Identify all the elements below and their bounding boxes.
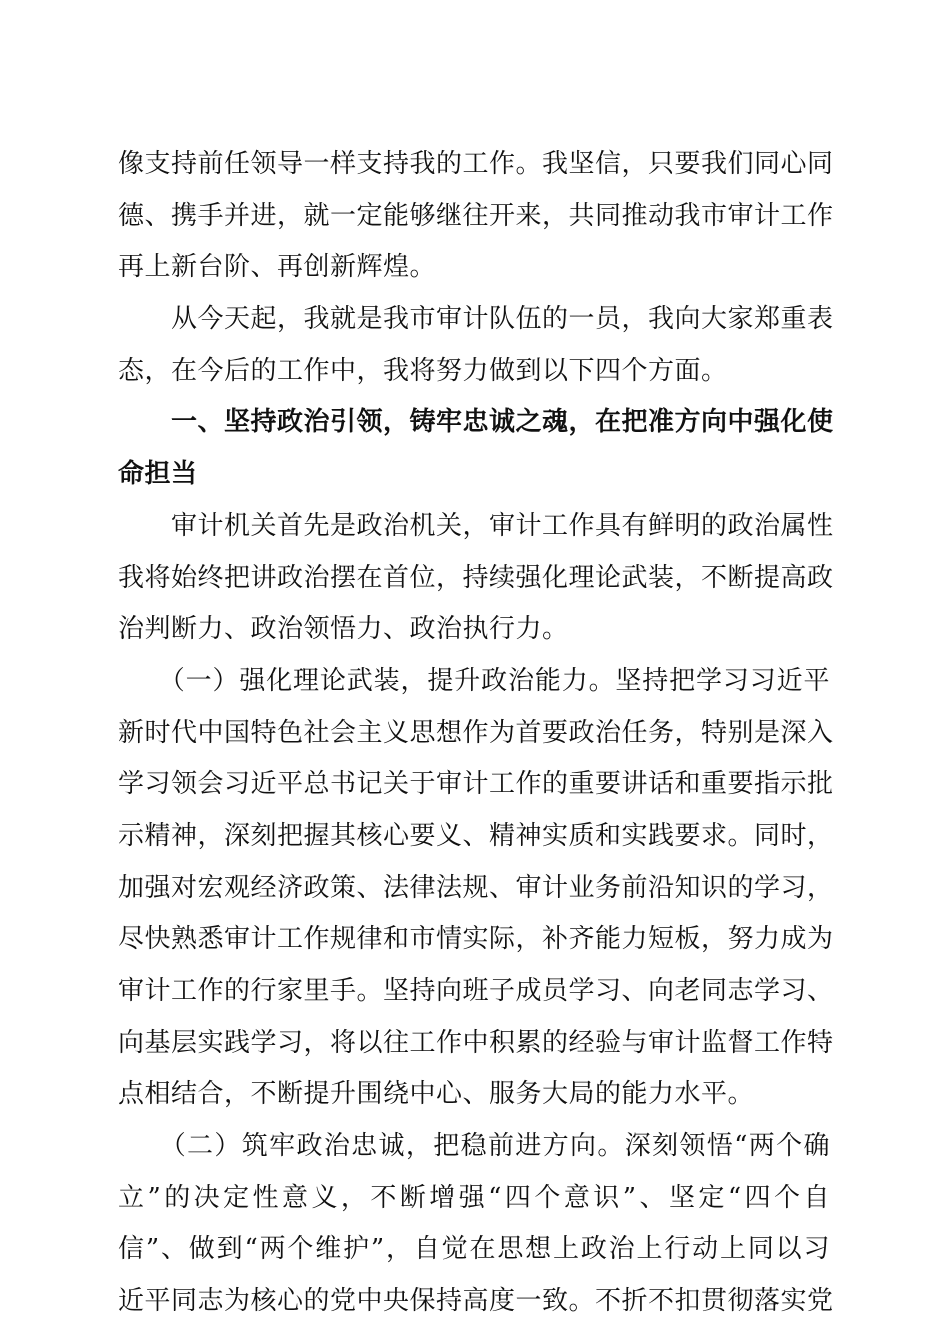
heading-line: 一、坚持政治引领，铸牢忠诚之魂，在把准方向中强化使 xyxy=(118,407,834,438)
text-line: 点相结合，不断提升围绕中心、服务大局的能力水平。 xyxy=(118,1079,755,1110)
text-line: 我将始终把讲政治摆在首位，持续强化理论武装，不断提高政 xyxy=(118,562,834,593)
text-line: 加强对宏观经济政策、法律法规、审计业务前沿知识的学习， xyxy=(118,872,834,903)
heading-line: 命担当 xyxy=(118,459,198,490)
paragraph xyxy=(118,501,834,656)
text-line: （二）筑牢政治忠诚，把稳前进方向。深刻领悟“两个确 xyxy=(118,1131,830,1162)
text-line: 从今天起，我就是我市审计队伍的一员，我向大家郑重表 xyxy=(118,304,834,335)
paragraph xyxy=(118,294,834,397)
text-line: 近平同志为核心的党中央保持高度一致。不折不扣贯彻落实党 xyxy=(118,1286,834,1317)
text-line: 学习领会习近平总书记关于审计工作的重要讲话和重要指示批 xyxy=(118,769,834,800)
text-line: 再上新台阶、再创新辉煌。 xyxy=(118,252,437,283)
text-line: 新时代中国特色社会主义思想作为首要政治任务，特别是深入 xyxy=(118,717,834,748)
text-line: （一）强化理论武装，提升政治能力。坚持把学习习近平 xyxy=(118,665,830,696)
paragraph xyxy=(118,139,834,294)
paragraph xyxy=(118,656,834,1121)
text-line: 像支持前任领导一样支持我的工作。我坚信，只要我们同心同 xyxy=(118,149,834,179)
text-line: 态，在今后的工作中，我将努力做到以下四个方面。 xyxy=(118,355,728,386)
text-line: 向基层实践学习，将以往工作中积累的经验与审计监督工作特 xyxy=(118,1027,834,1058)
text-line: 立”的决定性意义，不断增强“四个意识”、坚定“四个自 xyxy=(118,1182,830,1213)
text-line: 审计工作的行家里手。坚持向班子成员学习、向老同志学习、 xyxy=(118,976,834,1006)
section-heading xyxy=(118,397,834,500)
paragraph xyxy=(118,1121,834,1328)
document-body xyxy=(118,139,834,1328)
text-line: 尽快熟悉审计工作规律和市情实际，补齐能力短板，努力成为 xyxy=(118,924,834,955)
text-line: 信”、做到“两个维护”，自觉在思想上政治上行动上同以习 xyxy=(118,1234,830,1265)
text-line: 德、携手并进，就一定能够继往开来，共同推动我市审计工作 xyxy=(118,200,834,231)
text-line: 示精神，深刻把握其核心要义、精神实质和实践要求。同时， xyxy=(118,820,834,851)
text-line: 治判断力、政治领悟力、政治执行力。 xyxy=(118,614,569,645)
text-line: 审计机关首先是政治机关，审计工作具有鲜明的政治属性 xyxy=(118,510,834,541)
